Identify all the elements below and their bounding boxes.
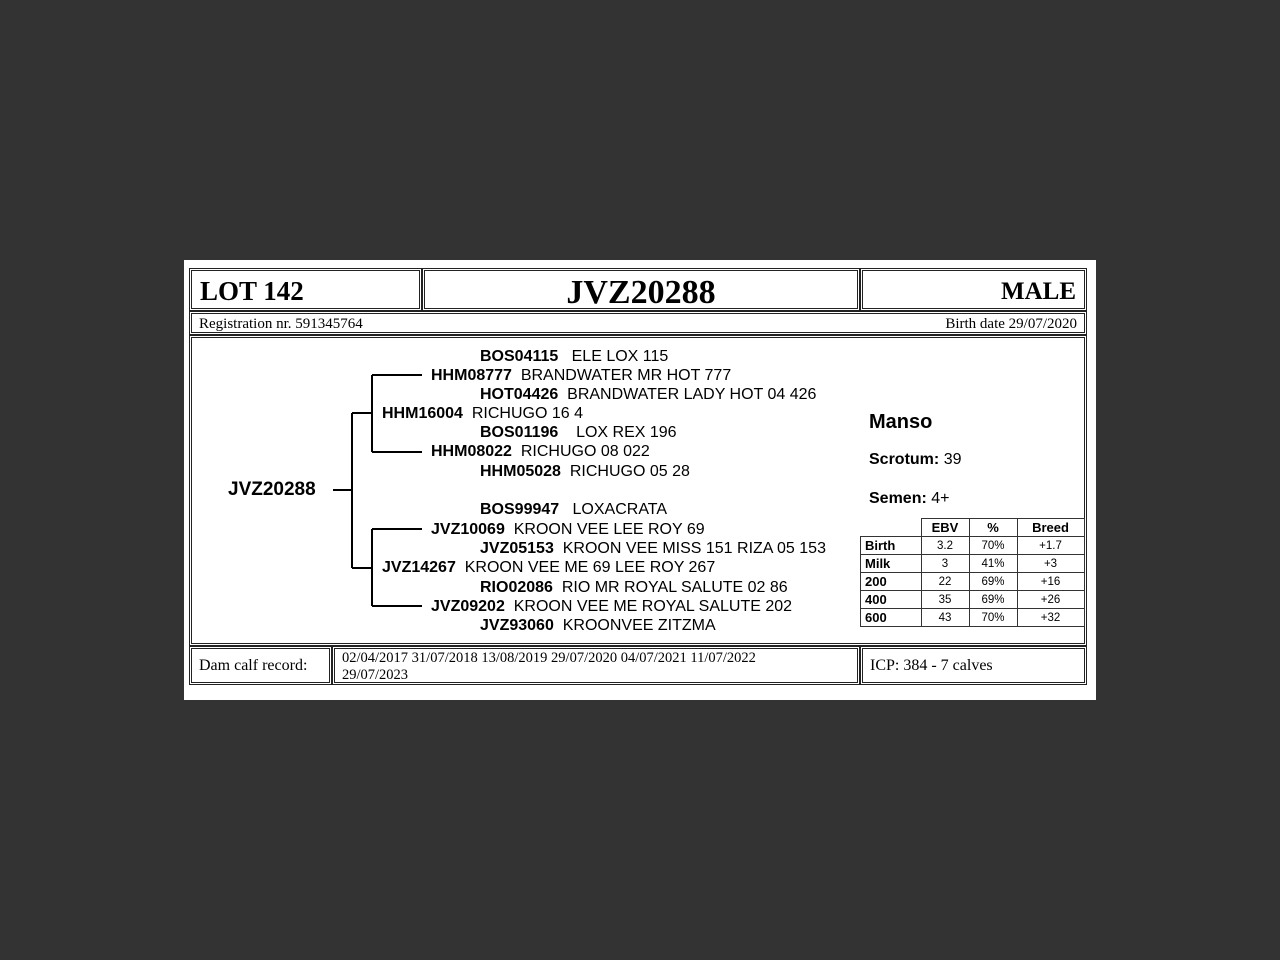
ebv-value: 43 <box>921 609 969 627</box>
icp-value: ICP: 384 - 7 calves <box>870 657 993 674</box>
ebv-value: 35 <box>921 591 969 609</box>
scrotum-value: 39 <box>943 451 962 468</box>
semen-label: Semen: <box>869 490 927 507</box>
ebv-breed-avg: +26 <box>1017 591 1084 609</box>
semen-value: 4+ <box>931 490 950 507</box>
table-row <box>861 609 1085 627</box>
ped-name: KROONVEE ZITZMA <box>562 617 716 634</box>
ebv-value: 22 <box>921 573 969 591</box>
ped-name: LOXACRATA <box>572 501 668 518</box>
ped-sire-dam-dam <box>480 462 690 481</box>
sex-label: MALE <box>1001 278 1076 305</box>
ped-dam-sire <box>431 520 705 539</box>
ped-name: KROON VEE LEE ROY 69 <box>513 521 705 538</box>
ped-name: RIO MR ROYAL SALUTE 02 86 <box>561 579 788 596</box>
ped-name: RICHUGO 16 4 <box>471 405 583 422</box>
ped-dam-dam-sire <box>480 578 788 597</box>
table-row <box>861 555 1085 573</box>
subject-id: JVZ20288 <box>228 479 316 500</box>
ebv-header-row <box>861 519 1085 537</box>
dam-calf-dates-line2: 29/07/2023 <box>342 667 409 683</box>
ped-name: BRANDWATER MR HOT 777 <box>520 367 732 384</box>
ebv-accuracy: 70% <box>969 537 1017 555</box>
ped-name: KROON VEE ME 69 LEE ROY 267 <box>464 559 716 576</box>
ebv-value: 3 <box>921 555 969 573</box>
ebv-row-label: Milk <box>861 555 922 573</box>
ebv-row-label: 400 <box>861 591 922 609</box>
ebv-accuracy: 41% <box>969 555 1017 573</box>
ped-name: KROON VEE ME ROYAL SALUTE 202 <box>513 598 793 615</box>
lot-box <box>189 268 422 311</box>
ped-code: BOS04115 <box>480 348 559 365</box>
ebv-table <box>860 518 1085 627</box>
dam-calf-dates-line1: 02/04/2017 31/07/2018 13/08/2019 29/07/2020 04/07/2021 11/07/2022 <box>342 650 756 666</box>
ped-code: BOS99947 <box>480 501 560 518</box>
ped-code: JVZ93060 <box>480 617 554 634</box>
breed-name: Manso <box>869 411 933 433</box>
ped-sire-dam <box>431 442 650 461</box>
lot-number: LOT 142 <box>200 276 304 306</box>
ped-name: BRANDWATER LADY HOT 04 426 <box>567 386 817 403</box>
dam-calf-dates-box <box>332 646 860 685</box>
ebv-row-label: 200 <box>861 573 922 591</box>
ped-dam <box>382 558 715 577</box>
ped-code: JVZ10069 <box>431 521 505 538</box>
ped-code: JVZ05153 <box>480 540 554 557</box>
ped-code: HHM08777 <box>431 367 512 384</box>
ped-sire-dam-sire <box>480 423 677 442</box>
ped-name: RICHUGO 05 28 <box>569 463 690 480</box>
ebv-col-header: % <box>969 519 1017 537</box>
ped-dam-dam-dam <box>480 616 716 635</box>
ped-name: RICHUGO 08 022 <box>520 443 650 460</box>
ebv-breed-avg: +3 <box>1017 555 1084 573</box>
ped-dam-dam <box>431 597 792 616</box>
animal-id-title: JVZ20288 <box>566 274 716 311</box>
dam-calf-label-box <box>189 646 332 685</box>
registration-number: Registration nr. 591345764 <box>199 316 363 332</box>
ebv-accuracy: 70% <box>969 609 1017 627</box>
ebv-value: 3.2 <box>921 537 969 555</box>
ped-code: RIO02086 <box>480 579 553 596</box>
dam-calf-label: Dam calf record: <box>199 657 308 674</box>
birth-date: Birth date 29/07/2020 <box>945 316 1077 332</box>
scrotum <box>869 451 961 469</box>
ped-name: ELE LOX 115 <box>571 348 669 365</box>
ped-code: BOS01196 <box>480 424 559 441</box>
ped-code: HHM16004 <box>382 405 463 422</box>
icp-box <box>860 646 1087 685</box>
ebv-corner <box>861 519 922 537</box>
info-row <box>189 311 1087 335</box>
ped-name: LOX REX 196 <box>576 424 677 441</box>
ped-code: JVZ09202 <box>431 598 505 615</box>
ebv-breed-avg: +32 <box>1017 609 1084 627</box>
table-row <box>861 537 1085 555</box>
ebv-accuracy: 69% <box>969 573 1017 591</box>
ped-code: HHM08022 <box>431 443 512 460</box>
semen <box>869 490 950 508</box>
ped-name: KROON VEE MISS 151 RIZA 05 153 <box>562 540 826 557</box>
ebv-col-header: Breed <box>1017 519 1084 537</box>
ebv-breed-avg: +1.7 <box>1017 537 1084 555</box>
ped-dam-sire-dam <box>480 539 826 558</box>
ebv-row-label: 600 <box>861 609 922 627</box>
ped-code: HOT04426 <box>480 386 559 403</box>
ped-code: JVZ14267 <box>382 559 456 576</box>
ebv-row-label: Birth <box>861 537 922 555</box>
ebv-col-header: EBV <box>921 519 969 537</box>
ped-sire-sire-sire <box>480 347 668 366</box>
ped-dam-sire-sire <box>480 500 667 519</box>
table-row <box>861 591 1085 609</box>
ped-code: HHM05028 <box>480 463 561 480</box>
ped-sire <box>382 404 583 423</box>
table-row <box>861 573 1085 591</box>
ebv-breed-avg: +16 <box>1017 573 1084 591</box>
ped-sire-sire-dam <box>480 385 816 404</box>
animal-id-box <box>422 268 860 311</box>
sex-box <box>860 268 1087 311</box>
scrotum-label: Scrotum: <box>869 451 940 468</box>
ebv-accuracy: 69% <box>969 591 1017 609</box>
ped-sire-sire <box>431 366 731 385</box>
